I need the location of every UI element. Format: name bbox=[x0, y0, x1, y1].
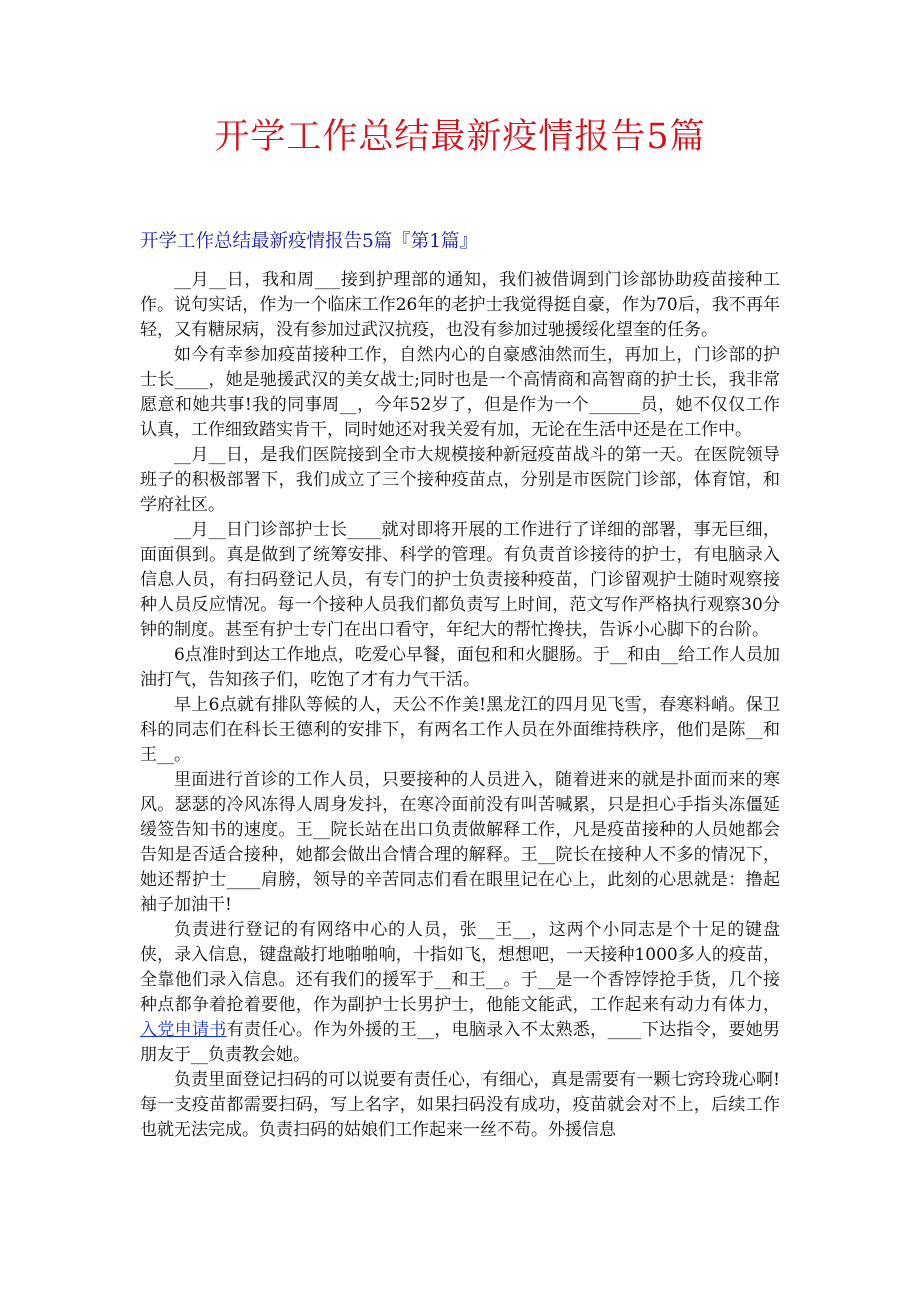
paragraph-9: 负责里面登记扫码的可以说要有责任心，有细心，真是需要有一颗七窍玲珑心啊!每一支疫苗都需要扫码，写上名字，如果扫码没有成功，疫苗就会对不上，后续工作也就无法完成。负责扫码的姑娘们工作起来一丝不苟。外援信息 bbox=[140, 1070, 780, 1140]
paragraph-1: __月__日，我和周___接到护理部的通知，我们被借调到门诊部协助疫苗接种工作。说句实话，作为一个临床工作26年的老护士我觉得挺自豪，作为70后，我不再年轻，又有糖尿病，没有参加过武汉抗疫，也没有参加过驰援绥化望奎的任务。 bbox=[140, 270, 780, 340]
paragraph-2: 如今有幸参加疫苗接种工作，自然内心的自豪感油然而生，再加上，门诊部的护士长____，她是驰援武汉的美女战士;同时也是一个高情商和高智商的护士长，我非常愿意和她共事!我的同事周__，今年52岁了，但是作为一个______员，她不仅仅工作认真，工作细致踏实肯干，同时她还对我关爱有加，无论在生活中还是在工作中。 bbox=[140, 345, 780, 440]
paragraph-8-text-before: 负责进行登记的有网络中心的人员，张__王__，这两个小同志是个十足的键盘侠，录入信息，键盘敲打地啪啪响，十指如飞，想想吧，一天接种1000多人的疫苗，全靠他们录入信息。还有我们的援军于__和王__。于__是一个香饽饽抢手货，几个接种点都争着抢着要他，作为副护士长男护士，他能文能武，工作起来有动力有体力， bbox=[140, 920, 780, 1015]
paragraph-8-text-after: 有责任心。作为外援的王__，电脑录入不太熟悉，____下达指令，要她男朋友于__负责教会她。 bbox=[140, 1020, 781, 1065]
article-body bbox=[140, 268, 780, 1143]
paragraph-8 bbox=[140, 918, 780, 1068]
paragraph-4: __月__日门诊部护士长____就对即将开展的工作进行了详细的部署，事无巨细，面面俱到。真是做到了统筹安排、科学的管理。有负责首诊接待的护士，有电脑录入信息人员，有扫码登记人员，有专门的护士负责接种疫苗，门诊留观护士随时观察接种人员反应情况。每一个接种人员我们都负责写上时间，范文写作严格执行观察30分钟的制度。甚至有护士专门在出口看守，年纪大的帮忙搀扶，告诉小心脚下的台阶。 bbox=[140, 520, 780, 640]
paragraph-3: __月__日，是我们医院接到全市大规模接种新冠疫苗战斗的第一天。在医院领导班子的积极部署下，我们成立了三个接种疫苗点，分别是市医院门诊部，体育馆，和学府社区。 bbox=[140, 445, 780, 515]
paragraph-5: 6点准时到达工作地点，吃爱心早餐，面包和和火腿肠。于__和由__给工作人员加油打气，告知孩子们，吃饱了才有力气干活。 bbox=[140, 645, 780, 690]
paragraph-7: 里面进行首诊的工作人员，只要接种的人员进入，随着进来的就是扑面而来的寒风。瑟瑟的冷风冻得人周身发抖，在寒冷面前没有叫苦喊累，只是担心手指头冻僵延缓签告知书的速度。王__院长站在出口负责做解释工作，凡是疫苗接种的人员她都会告知是否适合接种，她都会做出合情合理的解释。王__院长在接种人不多的情况下，她还帮护士____肩膀，领导的辛苦同志们看在眼里记在心上，此刻的心思就是：撸起袖子加油干! bbox=[140, 770, 780, 915]
section-heading: 开学工作总结最新疫情报告5篇『第1篇』 bbox=[140, 231, 479, 252]
paragraph-6: 早上6点就有排队等候的人，天公不作美!黑龙江的四月见飞雪，春寒料峭。保卫科的同志们在科长王德利的安排下，有两名工作人员在外面维持秩序，他们是陈__和王__。 bbox=[140, 695, 780, 765]
inline-link-application[interactable]: 入党申请书 bbox=[140, 1020, 227, 1040]
document-title: 开学工作总结最新疫情报告5篇 bbox=[214, 117, 706, 157]
